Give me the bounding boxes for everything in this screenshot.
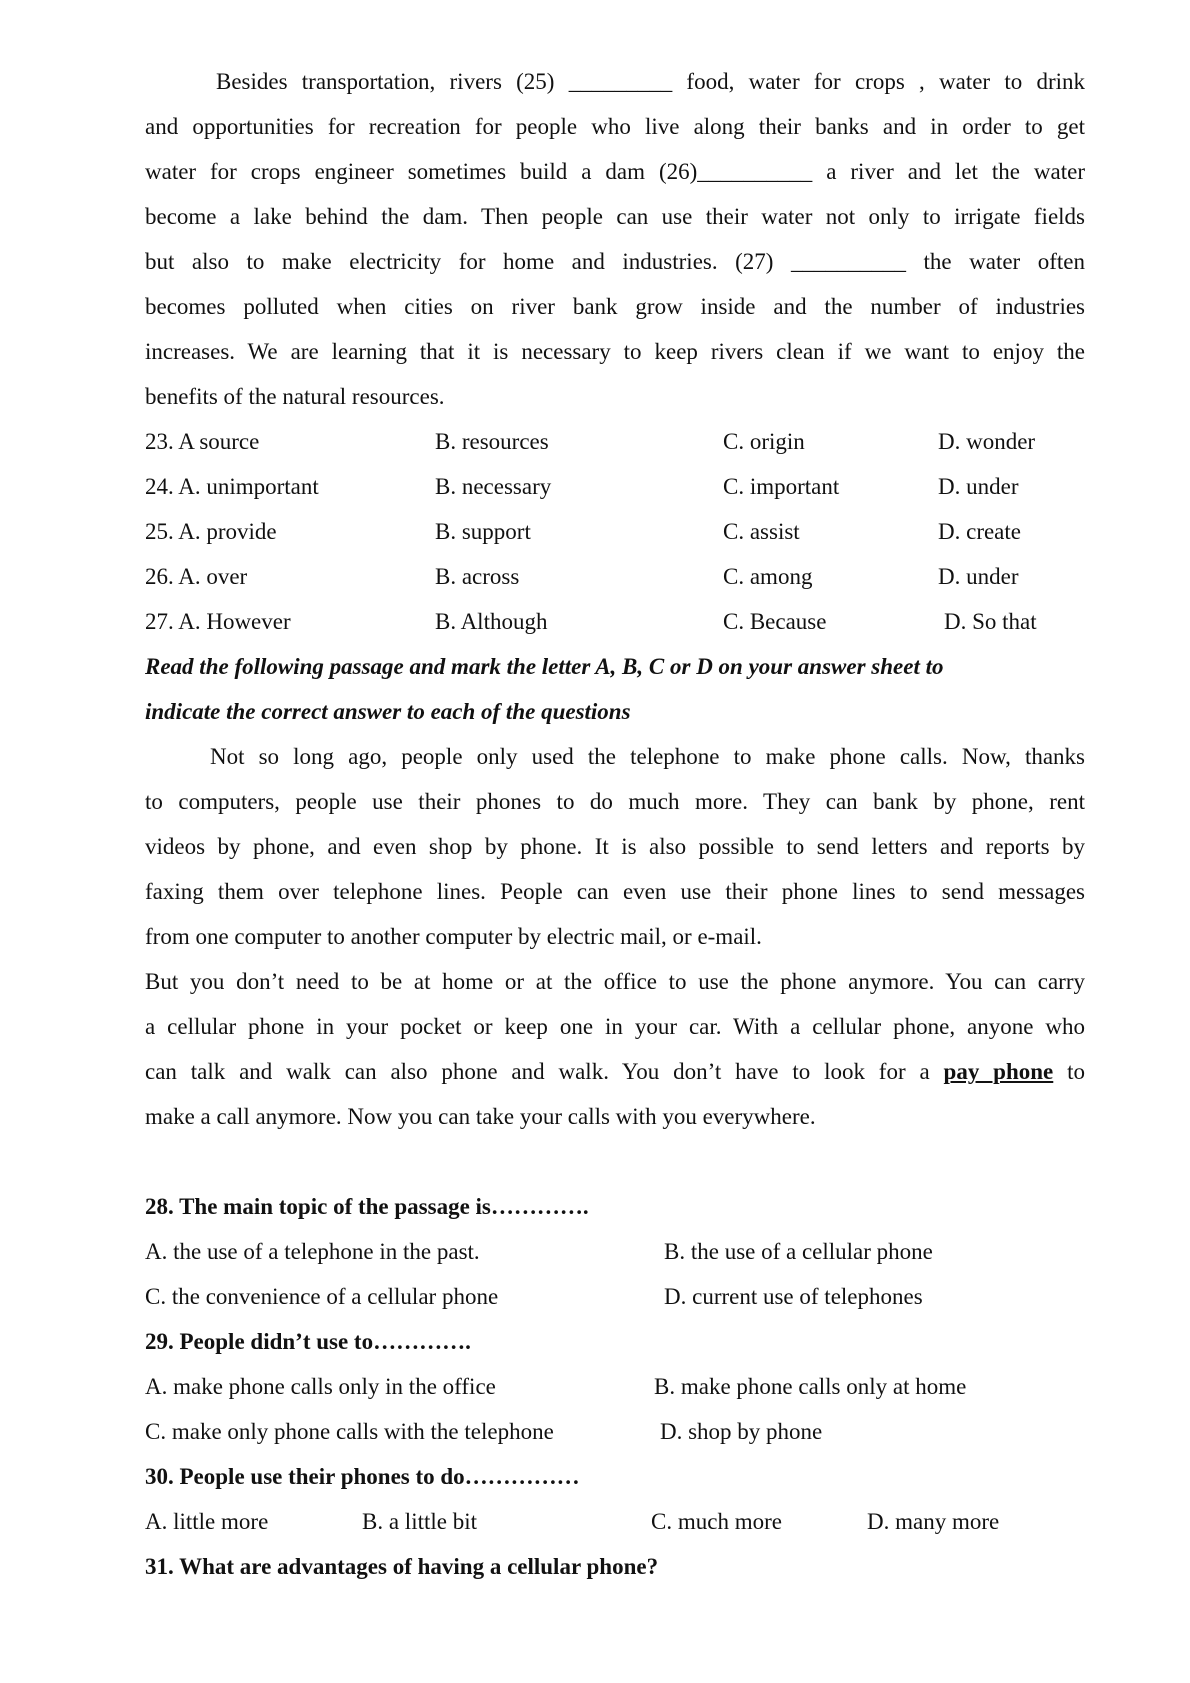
passage-2-line: Not so long ago, people only used the telephone to make phone calls. Now, thanks bbox=[210, 744, 1085, 769]
option-d[interactable]: D. many more bbox=[867, 1509, 1000, 1534]
option-d[interactable]: D. under bbox=[938, 564, 1019, 589]
option-b[interactable]: B. a little bit bbox=[362, 1509, 477, 1534]
option-a[interactable]: 23. A source bbox=[145, 429, 260, 454]
option-d[interactable]: D. So that bbox=[944, 609, 1037, 634]
option-c[interactable]: C. assist bbox=[723, 519, 800, 544]
passage-2-line: faxing them over telephone lines. People can even use their phone lines to send messages bbox=[145, 879, 1085, 904]
option-c[interactable]: C. the convenience of a cellular phone bbox=[145, 1284, 499, 1309]
option-b[interactable]: B. across bbox=[435, 564, 520, 589]
option-b[interactable]: B. Although bbox=[435, 609, 548, 634]
line-text: can talk and walk can also phone and walk. You don’t have to look for a bbox=[145, 1059, 930, 1084]
option-a[interactable]: A. little more bbox=[145, 1509, 269, 1534]
passage-1-line: water for crops engineer sometimes build a dam (26)__________ a river and let the water bbox=[145, 159, 1085, 184]
pay-phone-emphasis: pay phone bbox=[943, 1059, 1054, 1084]
passage-1-line: but also to make electricity for home and industries. (27) __________ the water often bbox=[145, 249, 1085, 274]
option-a[interactable]: 26. A. over bbox=[145, 564, 248, 589]
option-b[interactable]: B. necessary bbox=[435, 474, 552, 499]
instruction-line: indicate the correct answer to each of the questions bbox=[145, 699, 631, 724]
option-a[interactable]: 25. A. provide bbox=[145, 519, 277, 544]
question-stem: 29. People didn’t use to…………. bbox=[145, 1329, 471, 1354]
question-stem: 31. What are advantages of having a cellular phone? bbox=[145, 1554, 659, 1579]
passage-1-line: and opportunities for recreation for people who live along their banks and in order to get bbox=[145, 114, 1085, 139]
option-a[interactable]: A. the use of a telephone in the past. bbox=[145, 1239, 480, 1264]
option-a[interactable]: 27. A. However bbox=[145, 609, 291, 634]
question-stem: 28. The main topic of the passage is…………. bbox=[145, 1194, 589, 1219]
line-text: to bbox=[1067, 1059, 1086, 1084]
option-b[interactable]: B. the use of a cellular phone bbox=[664, 1239, 933, 1264]
passage-1-line: becomes polluted when cities on river bank grow inside and the number of industries bbox=[145, 294, 1085, 319]
option-d[interactable]: D. create bbox=[938, 519, 1021, 544]
option-b[interactable]: B. support bbox=[435, 519, 531, 544]
passage-2-line: to computers, people use their phones to do much more. They can bank by phone, rent bbox=[145, 789, 1085, 814]
option-c[interactable]: C. origin bbox=[723, 429, 805, 454]
instruction-line: Read the following passage and mark the letter A, B, C or D on your answer sheet to bbox=[145, 654, 944, 679]
option-b[interactable]: B. make phone calls only at home bbox=[654, 1374, 967, 1399]
passage-1-line: benefits of the natural resources. bbox=[145, 384, 445, 409]
option-d[interactable]: D. shop by phone bbox=[660, 1419, 823, 1444]
passage-2-line: make a call anymore. Now you can take your calls with you everywhere. bbox=[145, 1104, 816, 1129]
option-a[interactable]: 24. A. unimportant bbox=[145, 474, 319, 499]
passage-2-line: from one computer to another computer by electric mail, or e-mail. bbox=[145, 924, 762, 949]
question-stem: 30. People use their phones to do…………… bbox=[145, 1464, 580, 1489]
option-d[interactable]: D. current use of telephones bbox=[664, 1284, 923, 1309]
passage-2-line: But you don’t need to be at home or at the office to use the phone anymore. You can carry bbox=[145, 969, 1085, 994]
option-d[interactable]: D. wonder bbox=[938, 429, 1036, 454]
option-b[interactable]: B. resources bbox=[435, 429, 549, 454]
passage-1-line: Besides transportation, rivers (25) _________ food, water for crops , water to drink bbox=[216, 69, 1085, 94]
option-a[interactable]: A. make phone calls only in the office bbox=[145, 1374, 496, 1399]
option-d[interactable]: D. under bbox=[938, 474, 1019, 499]
option-c[interactable]: C. among bbox=[723, 564, 813, 589]
option-c[interactable]: C. important bbox=[723, 474, 840, 499]
option-c[interactable]: C. Because bbox=[723, 609, 827, 634]
passage-1-line: increases. We are learning that it is necessary to keep rivers clean if we want to enjoy the bbox=[145, 339, 1085, 364]
passage-2-line bbox=[145, 1059, 1085, 1085]
passage-2-line: videos by phone, and even shop by phone. It is also possible to send letters and reports by bbox=[145, 834, 1085, 859]
option-c[interactable]: C. make only phone calls with the telephone bbox=[145, 1419, 554, 1444]
passage-1-line: become a lake behind the dam. Then people can use their water not only to irrigate fields bbox=[145, 204, 1085, 229]
passage-2-line: a cellular phone in your pocket or keep one in your car. With a cellular phone, anyone who bbox=[145, 1014, 1085, 1039]
option-c[interactable]: C. much more bbox=[651, 1509, 782, 1534]
